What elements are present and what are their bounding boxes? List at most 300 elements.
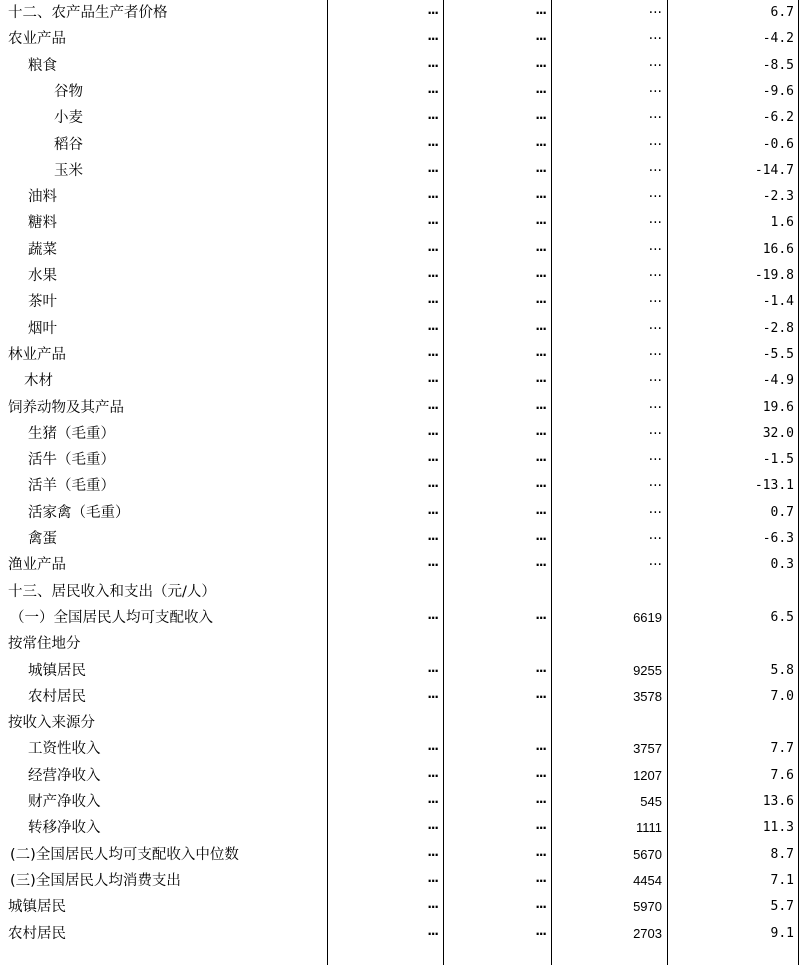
row-value-c2 <box>444 789 550 815</box>
row-value-c3 <box>552 605 666 631</box>
row-value-c1 <box>328 421 442 447</box>
row-value-c3 <box>552 500 666 526</box>
row-value-text: ··· <box>648 83 662 100</box>
row-value-text: 5670 <box>633 846 662 862</box>
row-value-c2 <box>444 53 550 79</box>
row-value-text: ··· <box>535 295 546 310</box>
row-value-c2 <box>444 316 550 342</box>
row-value-text: ··· <box>648 162 662 179</box>
row-value-c4: -2.8 <box>762 320 794 336</box>
row-value-c1 <box>328 842 442 868</box>
row-value-text: ··· <box>427 295 438 310</box>
table-row <box>0 53 800 79</box>
row-value-c2 <box>444 473 550 499</box>
row-value-c1 <box>328 500 442 526</box>
row-value-text: ··· <box>648 346 662 363</box>
row-value-text: ··· <box>535 374 546 389</box>
row-value-c1 <box>328 368 442 394</box>
row-value-c2 <box>444 184 550 210</box>
row-value-c1 <box>328 132 442 158</box>
row-value-text: ··· <box>427 374 438 389</box>
table-row <box>0 579 800 605</box>
row-value-text: ··· <box>427 190 438 205</box>
row-value-c3 <box>552 184 666 210</box>
row-value-c2 <box>444 526 550 552</box>
row-value-c1 <box>328 79 442 105</box>
row-value-text: ··· <box>535 321 546 336</box>
row-label: 茶叶 <box>28 294 57 311</box>
row-value-text: 1207 <box>633 767 662 783</box>
row-value-c1 <box>328 710 442 736</box>
row-value-c1 <box>328 158 442 184</box>
row-value-c1 <box>328 53 442 79</box>
row-value-c2 <box>444 368 550 394</box>
row-value-c3 <box>552 684 666 710</box>
row-value-c2 <box>444 868 550 894</box>
table-row <box>0 473 800 499</box>
table-row <box>0 815 800 841</box>
row-value-text: ··· <box>427 242 438 257</box>
row-value-c3 <box>552 921 666 947</box>
row-value-text: ··· <box>535 663 546 678</box>
row-value-text: 1111 <box>635 820 662 836</box>
row-value-c4: -13.1 <box>754 478 794 494</box>
row-value-text: ··· <box>648 373 662 390</box>
row-value-c1 <box>328 473 442 499</box>
row-value-c4: -9.6 <box>762 83 794 99</box>
row-value-text: ··· <box>535 821 546 836</box>
row-value-text: ··· <box>535 347 546 362</box>
row-value-c4: 7.7 <box>770 741 794 757</box>
row-value-c3 <box>552 526 666 552</box>
row-value-text: ··· <box>648 136 662 153</box>
row-value-c2 <box>444 79 550 105</box>
row-value-c4: 13.6 <box>762 794 794 809</box>
row-value-text: 4454 <box>633 872 662 888</box>
row-value-c4 <box>668 710 794 736</box>
row-value-c3 <box>552 237 666 263</box>
row-value-c2 <box>444 684 550 710</box>
row-value-text: ··· <box>427 558 438 573</box>
row-value-c1 <box>328 815 442 841</box>
row-value-text: ··· <box>535 453 546 468</box>
row-label: 木材 <box>24 373 53 390</box>
row-value-c4: -4.2 <box>762 31 794 47</box>
row-value-text: ··· <box>648 399 662 416</box>
row-label: 活羊（毛重） <box>28 478 115 495</box>
row-value-c4: 32.0 <box>762 425 794 441</box>
row-value-c1 <box>328 631 442 657</box>
row-value-text: ··· <box>427 321 438 336</box>
row-value-c3 <box>552 132 666 158</box>
table-row <box>0 684 800 710</box>
table-row <box>0 210 800 236</box>
row-value-c3 <box>552 0 666 26</box>
table-row <box>0 526 800 552</box>
row-value-text: ··· <box>427 111 438 126</box>
row-value-text: ··· <box>535 768 546 783</box>
row-value-c2 <box>444 579 550 605</box>
row-label: 油料 <box>28 189 57 206</box>
row-value-c4: 1.6 <box>770 215 794 231</box>
row-value-c2 <box>444 0 550 26</box>
row-value-c4: -0.6 <box>762 136 794 152</box>
row-value-text: ··· <box>427 32 438 47</box>
row-value-text: ··· <box>427 926 438 941</box>
row-label: (三)全国居民人均消费支出 <box>10 872 181 889</box>
row-value-text: ··· <box>535 505 546 520</box>
row-value-c3 <box>552 263 666 289</box>
row-value-c4: 7.1 <box>770 872 794 888</box>
row-label: 财产净收入 <box>28 794 101 810</box>
row-value-c2 <box>444 447 550 473</box>
row-value-c2 <box>444 500 550 526</box>
row-label: 水果 <box>28 268 57 284</box>
table-row <box>0 342 800 368</box>
row-value-c3 <box>552 395 666 421</box>
row-value-c3 <box>552 342 666 368</box>
row-value-c1 <box>328 921 442 947</box>
row-value-text: ··· <box>427 505 438 520</box>
row-label: 活家禽（毛重） <box>28 504 130 521</box>
row-value-c2 <box>444 395 550 421</box>
row-value-text: ··· <box>535 532 546 546</box>
table-row <box>0 0 800 26</box>
row-value-c3 <box>552 868 666 894</box>
row-value-c4: 7.0 <box>770 688 794 704</box>
row-label: 糖料 <box>28 215 57 232</box>
table-row <box>0 658 800 684</box>
row-value-text: ··· <box>535 32 546 47</box>
table-row <box>0 421 800 447</box>
table-row <box>0 263 800 289</box>
table-row <box>0 105 800 131</box>
row-value-text: ··· <box>427 426 438 441</box>
row-value-c4: 19.6 <box>762 399 794 415</box>
row-value-c1 <box>328 736 442 762</box>
row-label: 经营净收入 <box>28 767 101 784</box>
row-value-text: ··· <box>648 31 662 48</box>
row-value-c2 <box>444 894 550 920</box>
row-value-text: ··· <box>648 478 662 495</box>
row-value-c3 <box>552 368 666 394</box>
row-value-c1 <box>328 447 442 473</box>
row-value-text: ··· <box>427 400 438 415</box>
row-value-c1 <box>328 210 442 236</box>
table-row <box>0 368 800 394</box>
row-value-c1 <box>328 579 442 605</box>
row-value-c4: -1.4 <box>762 294 794 310</box>
table-row <box>0 921 800 947</box>
row-value-text: ··· <box>535 190 546 205</box>
row-value-c4: -2.3 <box>762 189 794 205</box>
row-value-c2 <box>444 552 550 578</box>
row-value-text: ··· <box>648 57 662 74</box>
row-value-text: ··· <box>648 452 662 469</box>
row-value-text: 3578 <box>633 688 662 704</box>
row-value-text: ··· <box>648 320 662 337</box>
row-value-c3 <box>552 763 666 789</box>
row-value-c3 <box>552 79 666 105</box>
table-row <box>0 237 800 263</box>
table-row <box>0 79 800 105</box>
row-value-c2 <box>444 210 550 236</box>
row-value-text: 3757 <box>633 741 662 757</box>
row-label: 粮食 <box>28 57 57 74</box>
row-value-text: ··· <box>427 900 438 915</box>
row-value-text: ··· <box>427 768 438 783</box>
table-row <box>0 500 800 526</box>
table-row <box>0 894 800 920</box>
row-value-c3 <box>552 53 666 79</box>
row-value-c4: -14.7 <box>754 162 794 178</box>
row-value-c1 <box>328 105 442 131</box>
row-label: (二)全国居民人均可支配收入中位数 <box>10 846 239 863</box>
row-value-c3 <box>552 552 666 578</box>
table-row <box>0 316 800 342</box>
row-value-text: ··· <box>648 557 662 574</box>
row-label: 稻谷 <box>54 136 83 153</box>
row-value-c1 <box>328 184 442 210</box>
table-row <box>0 605 800 631</box>
row-value-c3 <box>552 658 666 684</box>
row-value-c4: 6.7 <box>770 5 794 20</box>
table-row <box>0 736 800 762</box>
row-label: 渔业产品 <box>8 557 66 574</box>
row-label: 十三、居民收入和支出（元/人） <box>8 583 216 600</box>
row-value-c2 <box>444 658 550 684</box>
row-label: 烟叶 <box>28 320 57 337</box>
row-value-c2 <box>444 263 550 289</box>
row-value-c1 <box>328 684 442 710</box>
row-value-c3 <box>552 421 666 447</box>
table-row <box>0 184 800 210</box>
row-value-text: ··· <box>648 241 662 258</box>
row-value-c4: 5.8 <box>770 662 794 678</box>
row-value-text: ··· <box>535 242 546 257</box>
row-value-text: ··· <box>535 479 546 494</box>
row-value-text: ··· <box>535 84 546 99</box>
row-label: 禽蛋 <box>28 531 57 547</box>
row-label: 工资性收入 <box>28 741 101 758</box>
row-value-c1 <box>328 552 442 578</box>
row-label: 转移净收入 <box>28 820 101 837</box>
row-label: 谷物 <box>54 83 83 100</box>
row-value-c1 <box>328 263 442 289</box>
row-label: 按常住地分 <box>8 636 81 653</box>
row-label: 活牛（毛重） <box>28 452 115 469</box>
row-label: 玉米 <box>54 162 83 179</box>
row-value-c1 <box>328 868 442 894</box>
row-label: 按收入来源分 <box>8 715 95 732</box>
row-value-c4: 0.7 <box>770 504 794 520</box>
row-value-text: ··· <box>427 453 438 468</box>
row-value-text: ··· <box>535 216 546 231</box>
row-value-text: ··· <box>535 742 546 757</box>
row-value-text: ··· <box>648 531 662 547</box>
row-value-c1 <box>328 763 442 789</box>
row-value-c3 <box>552 447 666 473</box>
row-value-c1 <box>328 0 442 26</box>
table-row <box>0 158 800 184</box>
row-value-text: ··· <box>535 58 546 73</box>
table-row <box>0 395 800 421</box>
row-value-c2 <box>444 842 550 868</box>
row-value-text: ··· <box>535 873 546 888</box>
row-value-c3 <box>552 316 666 342</box>
row-value-c2 <box>444 342 550 368</box>
row-value-text: ··· <box>535 400 546 415</box>
row-value-text: ··· <box>535 426 546 441</box>
row-value-text: ··· <box>427 347 438 362</box>
row-value-text: ··· <box>535 6 546 20</box>
row-value-c1 <box>328 395 442 421</box>
row-value-text: 2703 <box>633 925 662 941</box>
row-value-c4: -19.8 <box>754 268 794 283</box>
row-value-c2 <box>444 710 550 736</box>
row-value-text: ··· <box>427 663 438 678</box>
row-value-text: ··· <box>427 137 438 152</box>
row-value-text: ··· <box>427 479 438 494</box>
row-value-text: ··· <box>535 795 546 809</box>
row-value-c4: 7.6 <box>770 767 794 783</box>
row-value-c3 <box>552 842 666 868</box>
row-value-text: ··· <box>427 269 438 283</box>
row-label: 城镇居民 <box>28 662 86 679</box>
row-value-c4: 5.7 <box>770 899 794 915</box>
table-row <box>0 447 800 473</box>
row-value-text: ··· <box>535 926 546 941</box>
table-row <box>0 789 800 815</box>
row-value-text: ··· <box>427 6 438 20</box>
row-value-text: ··· <box>427 873 438 888</box>
row-value-c1 <box>328 658 442 684</box>
row-value-c4: 11.3 <box>762 820 794 836</box>
row-value-c2 <box>444 421 550 447</box>
row-value-text: ··· <box>427 58 438 73</box>
table-row <box>0 631 800 657</box>
table-row <box>0 868 800 894</box>
row-value-text: ··· <box>648 504 662 521</box>
row-value-c2 <box>444 763 550 789</box>
row-value-text: ··· <box>535 111 546 126</box>
row-value-c3 <box>552 105 666 131</box>
table-row <box>0 26 800 52</box>
row-value-c1 <box>328 237 442 263</box>
row-value-text: ··· <box>648 110 662 127</box>
row-value-text: ··· <box>427 795 438 809</box>
row-label: 蔬菜 <box>28 241 57 258</box>
row-value-text: ··· <box>427 821 438 836</box>
row-value-c3 <box>552 815 666 841</box>
table-row <box>0 289 800 315</box>
row-value-c1 <box>328 605 442 631</box>
row-value-c2 <box>444 605 550 631</box>
row-value-text: ··· <box>648 425 662 442</box>
row-label: 林业产品 <box>8 346 66 363</box>
row-value-c2 <box>444 289 550 315</box>
row-value-c4: 16.6 <box>762 241 794 257</box>
row-value-c3 <box>552 210 666 236</box>
row-value-text: ··· <box>648 215 662 232</box>
row-value-text: ··· <box>427 610 438 625</box>
row-value-c3 <box>552 710 666 736</box>
row-value-c3 <box>552 579 666 605</box>
row-label: （一）全国居民人均可支配收入 <box>10 609 213 626</box>
row-value-text: ··· <box>427 532 438 546</box>
row-value-text: ··· <box>427 163 438 178</box>
row-value-text: 6619 <box>633 609 662 625</box>
row-value-text: ··· <box>427 847 438 862</box>
row-value-c4: 6.5 <box>770 609 794 625</box>
row-value-text: ··· <box>535 900 546 915</box>
table-row <box>0 842 800 868</box>
row-value-text: ··· <box>535 847 546 862</box>
row-value-c1 <box>328 789 442 815</box>
row-value-c2 <box>444 736 550 762</box>
row-value-text: 5970 <box>633 899 662 915</box>
table-row <box>0 710 800 736</box>
row-value-c2 <box>444 237 550 263</box>
row-value-c2 <box>444 158 550 184</box>
row-label: 农业产品 <box>8 31 66 48</box>
row-value-c1 <box>328 289 442 315</box>
row-value-c4: -1.5 <box>762 452 794 468</box>
table-row <box>0 552 800 578</box>
row-value-text: ··· <box>427 689 438 704</box>
row-label: 小麦 <box>54 110 83 127</box>
row-value-c2 <box>444 815 550 841</box>
row-label: 十二、农产品生产者价格 <box>8 5 168 21</box>
row-value-c2 <box>444 921 550 947</box>
row-value-c3 <box>552 26 666 52</box>
row-value-c3 <box>552 894 666 920</box>
row-value-text: ··· <box>427 84 438 99</box>
row-value-c2 <box>444 105 550 131</box>
row-value-c3 <box>552 289 666 315</box>
row-label: 城镇居民 <box>8 899 66 916</box>
row-value-c4: -4.9 <box>762 373 794 389</box>
row-value-text: ··· <box>535 269 546 283</box>
row-value-c4: -6.2 <box>762 110 794 126</box>
row-value-c4: -8.5 <box>762 57 794 73</box>
row-value-text: ··· <box>427 216 438 231</box>
row-value-c1 <box>328 316 442 342</box>
row-value-text: ··· <box>535 163 546 178</box>
row-value-text: 545 <box>640 794 662 809</box>
row-value-c2 <box>444 132 550 158</box>
row-value-c4: -5.5 <box>762 346 794 362</box>
row-value-c1 <box>328 526 442 552</box>
row-value-c4 <box>668 579 794 605</box>
row-value-c1 <box>328 26 442 52</box>
row-value-c2 <box>444 631 550 657</box>
row-value-c3 <box>552 631 666 657</box>
table-row <box>0 132 800 158</box>
row-label: 农村居民 <box>8 925 66 942</box>
row-value-text: ··· <box>648 5 662 21</box>
row-value-c4: 9.1 <box>770 925 794 941</box>
row-value-c1 <box>328 342 442 368</box>
row-value-text: ··· <box>648 189 662 206</box>
row-value-text: 9255 <box>633 662 662 678</box>
row-value-c4: 8.7 <box>770 846 794 862</box>
row-label: 生猪（毛重） <box>28 425 115 442</box>
row-value-c3 <box>552 473 666 499</box>
row-value-c1 <box>328 894 442 920</box>
row-value-c3 <box>552 789 666 815</box>
row-value-c3 <box>552 736 666 762</box>
